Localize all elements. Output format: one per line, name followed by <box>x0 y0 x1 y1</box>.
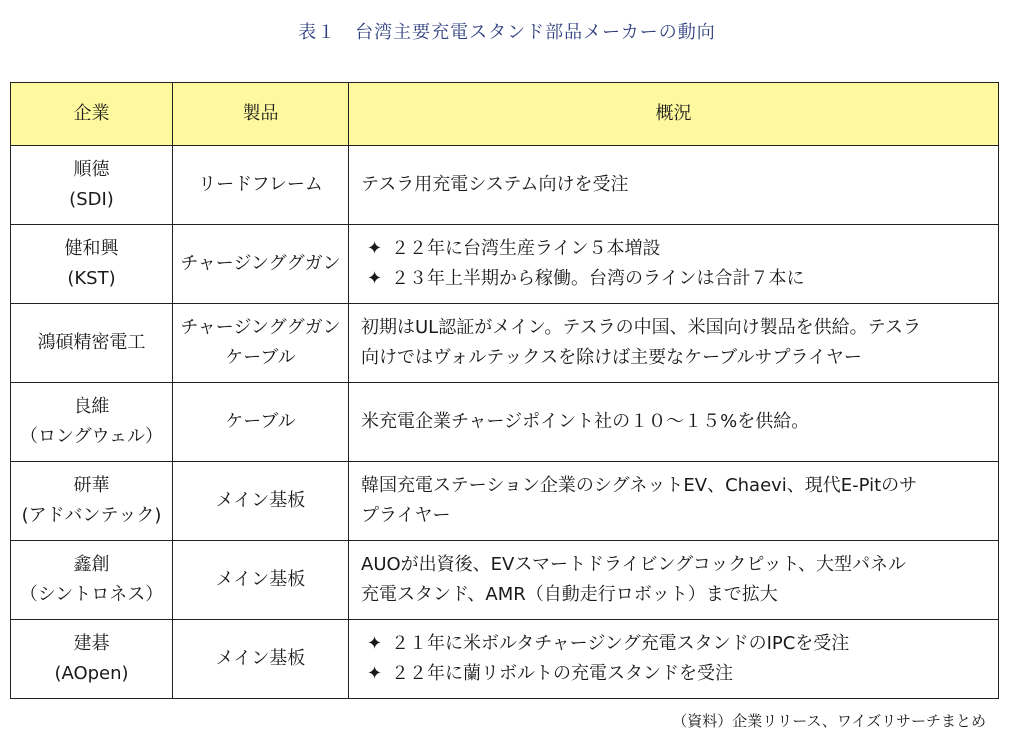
product-line: メイン基板 <box>215 648 306 669</box>
company-name-line: (SDI) <box>69 189 114 210</box>
header-company: 企業 <box>11 83 173 146</box>
company-cell <box>11 462 173 541</box>
product-cell <box>173 225 349 304</box>
header-row <box>11 83 999 146</box>
company-name-line: 鑫創 <box>73 554 110 575</box>
company-name-line: 良維 <box>73 396 110 417</box>
product-cell <box>173 620 349 699</box>
summary-cell <box>349 225 999 304</box>
company-cell <box>11 225 173 304</box>
summary-line: プライヤー <box>361 505 451 526</box>
company-name-line: 建碁 <box>73 633 110 654</box>
summary-line: AUOが出資後、EVスマートドライビングコックピット、大型パネル <box>361 554 907 575</box>
summary-cell <box>349 462 999 541</box>
product-line: ケーブル <box>225 411 296 432</box>
table-row <box>11 383 999 462</box>
product-line: チャージンググガン <box>180 317 341 338</box>
company-table <box>10 82 999 699</box>
table-row <box>11 146 999 225</box>
source-note: （資料）企業リリース、ワイズリサーチまとめ <box>672 712 986 730</box>
company-cell <box>11 620 173 699</box>
product-line: リードフレーム <box>198 174 323 195</box>
header-summary: 概況 <box>349 83 999 146</box>
bullet-text: ２２年に蘭リボルトの充電スタンドを受注 <box>391 663 733 684</box>
company-cell <box>11 383 173 462</box>
product-cell <box>173 383 349 462</box>
company-name-line: （シントロネス） <box>19 584 164 605</box>
table-row <box>11 541 999 620</box>
table-row <box>11 462 999 541</box>
bullet-text: ２１年に米ボルタチャージング充電スタンドのIPCを受注 <box>391 633 850 654</box>
product-line: ケーブル <box>225 347 296 368</box>
table-row <box>11 225 999 304</box>
summary-line: 初期はUL認証がメイン。テスラの中国、米国向け製品を供給。テスラ <box>361 317 921 338</box>
product-cell <box>173 304 349 383</box>
table-row <box>11 620 999 699</box>
company-name-line: （ロングウェル） <box>20 426 163 447</box>
table-body <box>11 146 999 699</box>
company-cell <box>11 304 173 383</box>
product-cell <box>173 541 349 620</box>
summary-line: 向けではヴォルテックスを除けば主要なケーブルサプライヤー <box>361 347 862 368</box>
table-title: 表１ 台湾主要充電スタンド部品メーカーの動向 <box>298 22 716 43</box>
company-name-line: 健和興 <box>64 238 119 259</box>
company-name-line: 鴻碩精密電工 <box>37 332 146 353</box>
company-name-line: (アドバンテック) <box>21 505 162 526</box>
product-line: チャージンググガン <box>180 253 341 274</box>
bullet-star-icon: ✦ <box>367 633 383 654</box>
summary-cell <box>349 541 999 620</box>
bullet-text: ２２年に台湾生産ライン５本増設 <box>391 238 661 259</box>
product-line: メイン基板 <box>215 490 306 511</box>
header-product: 製品 <box>173 83 349 146</box>
bullet-item <box>361 234 990 264</box>
bullet-star-icon: ✦ <box>367 268 383 289</box>
bullet-item <box>361 659 990 689</box>
product-cell <box>173 462 349 541</box>
company-name-line: (AOpen) <box>54 663 129 684</box>
summary-cell <box>349 620 999 699</box>
summary-cell <box>349 304 999 383</box>
summary-line: テスラ用充電システム向けを受注 <box>361 174 629 195</box>
product-cell <box>173 146 349 225</box>
product-line: メイン基板 <box>215 569 306 590</box>
company-name-line: 研華 <box>73 475 110 496</box>
summary-line: 充電スタンド、AMR（自動走行ロボット）まで拡大 <box>361 584 778 605</box>
summary-line: 米充電企業チャージポイント社の１０～１５%を供給。 <box>361 411 810 432</box>
summary-cell <box>349 146 999 225</box>
company-name-line: 順德 <box>73 159 110 180</box>
bullet-item <box>361 264 990 294</box>
summary-line: 韓国充電ステーション企業のシグネットEV、Chaevi、現代E-Pitのサ <box>361 475 918 496</box>
company-cell <box>11 146 173 225</box>
bullet-star-icon: ✦ <box>367 238 383 259</box>
bullet-item <box>361 629 990 659</box>
table-row <box>11 304 999 383</box>
bullet-text: ２３年上半期から稼働。台湾のラインは合計７本に <box>391 268 805 289</box>
company-cell <box>11 541 173 620</box>
company-name-line: (KST) <box>67 268 116 289</box>
summary-cell <box>349 383 999 462</box>
bullet-star-icon: ✦ <box>367 663 383 684</box>
